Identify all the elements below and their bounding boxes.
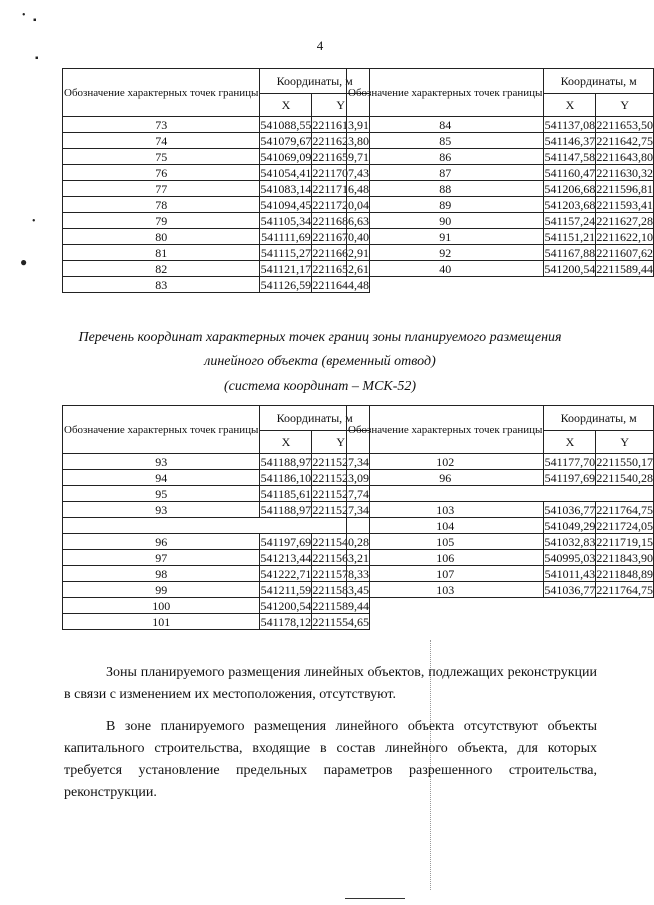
- coord-table-3: [62, 405, 370, 630]
- y-value: 2211642,75: [596, 133, 653, 148]
- y-value: 2211716,48: [312, 181, 369, 196]
- x-value: 541079,67: [260, 133, 312, 148]
- table-row: [63, 502, 370, 518]
- header-y: Y: [596, 431, 654, 454]
- x-value: 541185,61: [260, 486, 312, 501]
- header-coordinates: Координаты, м: [544, 69, 654, 94]
- point-id: 103: [347, 582, 544, 598]
- x-value: 541186,10: [260, 470, 312, 485]
- page-number: 4: [316, 38, 324, 53]
- y-value: 2211724,05: [596, 518, 653, 533]
- y-value: 2211540,28: [596, 470, 653, 485]
- x-value: 541146,37: [544, 133, 596, 148]
- point-id: 80: [63, 229, 260, 245]
- point-id: 81: [63, 245, 260, 261]
- y-value: 2211527,34: [312, 454, 369, 469]
- point-id: 96: [63, 534, 260, 550]
- table-row: [63, 133, 370, 149]
- table-row: [347, 454, 654, 470]
- header-x: X: [544, 94, 596, 117]
- table-body: [347, 454, 654, 486]
- y-value: 2211707,43: [312, 165, 369, 180]
- y-value: 2211540,28: [312, 534, 369, 549]
- y-value: 2211652,61: [312, 261, 369, 276]
- header-coordinates: Координаты, м: [260, 406, 370, 431]
- point-id: 98: [63, 566, 260, 582]
- table-row: [63, 470, 370, 486]
- y-value: 2211764,75: [596, 582, 653, 597]
- x-value: 541206,68: [544, 181, 596, 196]
- table-row: [63, 261, 370, 277]
- x-value: 541160,47: [544, 165, 596, 180]
- header-designation: Обозначение характерных точек границы: [63, 69, 260, 117]
- y-value: 2211563,21: [312, 550, 369, 565]
- table-row: [63, 117, 370, 133]
- header-designation: Обозначение характерных точек границы: [63, 406, 260, 454]
- caption-line-1: Перечень координат характерных точек границ зоны планируемого размещения: [78, 330, 562, 345]
- table-body: [63, 534, 370, 630]
- x-value: 541088,55: [260, 117, 312, 132]
- y-value: 2211764,75: [596, 502, 653, 517]
- table-row: [63, 197, 370, 213]
- y-value: 2211848,89: [596, 566, 653, 581]
- y-value: 2211627,28: [596, 213, 653, 228]
- y-value: 2211596,81: [596, 181, 653, 196]
- y-value: 2211527,34: [312, 502, 369, 517]
- table-row: [63, 550, 370, 566]
- header-y: Y: [312, 431, 370, 454]
- header-x: X: [260, 94, 312, 117]
- y-value: 2211523,09: [312, 470, 369, 485]
- x-value: 541200,54: [260, 598, 312, 613]
- y-value: 2211589,44: [312, 598, 369, 613]
- table-row: [347, 518, 654, 534]
- point-id: 104: [347, 518, 544, 534]
- point-id: 95: [63, 486, 260, 502]
- point-id: 99: [63, 582, 260, 598]
- x-value: 541197,69: [544, 470, 596, 485]
- paragraph-2-text: В зоне планируемого размещения линейного объекта отсутствуют объекты капитального строительства, входящие в состав линейного объекта, для которых требуется установление предельных параметров разрешенного строительства, реконструкции.: [64, 719, 597, 800]
- y-value: 2211670,40: [312, 229, 369, 244]
- point-id: 91: [347, 229, 544, 245]
- point-id: 74: [63, 133, 260, 149]
- x-value: 541203,68: [544, 197, 596, 212]
- point-id: 75: [63, 149, 260, 165]
- header-y: Y: [596, 94, 654, 117]
- table-row: [347, 229, 654, 245]
- table-row: [63, 582, 370, 598]
- y-value: 2211593,41: [596, 197, 653, 212]
- x-value: 541083,14: [260, 181, 312, 196]
- y-value: 2211623,80: [312, 133, 369, 148]
- table-row: [347, 149, 654, 165]
- scan-mark: •: [32, 216, 36, 227]
- point-id: 78: [63, 197, 260, 213]
- scan-line: [345, 898, 405, 899]
- table-row: [347, 213, 654, 229]
- x-value: 541069,09: [260, 149, 312, 164]
- point-id: 93: [63, 454, 260, 470]
- table-row: [63, 454, 370, 470]
- coord-table-4: [346, 405, 654, 598]
- point-id: 77: [63, 181, 260, 197]
- point-id: 87: [347, 165, 544, 181]
- table-row: [347, 502, 654, 518]
- paragraph-2: [64, 716, 597, 804]
- x-value: 541011,43: [544, 566, 596, 581]
- point-id: 79: [63, 213, 260, 229]
- scan-mark: ▪: [35, 53, 39, 64]
- x-value: 541157,24: [544, 213, 596, 228]
- point-id: 85: [347, 133, 544, 149]
- point-id: 83: [63, 277, 260, 293]
- y-value: 2211613,91: [312, 117, 369, 132]
- point-id: 94: [63, 470, 260, 486]
- table-row: [63, 213, 370, 229]
- x-value: 541147,58: [544, 149, 596, 164]
- x-value: 541121,17: [260, 261, 312, 276]
- point-id: 92: [347, 245, 544, 261]
- table-body: [63, 117, 370, 293]
- table-body: [347, 502, 654, 598]
- separator-row: [347, 486, 654, 502]
- table-row: [63, 229, 370, 245]
- x-value: 541137,08: [544, 117, 596, 132]
- x-value: 541151,21: [544, 229, 596, 244]
- y-value: 2211554,65: [312, 614, 369, 629]
- point-id: 88: [347, 181, 544, 197]
- table-body: [347, 117, 654, 277]
- table-row: [347, 470, 654, 486]
- x-value: 540995,03: [544, 550, 596, 565]
- x-value: 541049,29: [544, 518, 596, 533]
- header-coordinates: Координаты, м: [260, 69, 370, 94]
- x-value: 541211,59: [260, 582, 312, 597]
- point-id: 93: [63, 502, 260, 518]
- x-value: 541094,45: [260, 197, 312, 212]
- point-id: 82: [63, 261, 260, 277]
- x-value: 541222,71: [260, 566, 312, 581]
- x-value: 541115,27: [260, 245, 311, 260]
- x-value: 541200,54: [544, 261, 596, 276]
- point-id: 101: [63, 614, 260, 630]
- y-value: 2211550,17: [596, 454, 653, 469]
- paragraph-1-text: Зоны планируемого размещения линейных объектов, подлежащих реконструкции в связи с изменением их местоположения, отсутствуют.: [64, 665, 597, 702]
- x-value: 541213,44: [260, 550, 312, 565]
- table-row: [347, 261, 654, 277]
- table-body: [63, 454, 370, 518]
- coord-table-2: [346, 68, 654, 277]
- point-id: 73: [63, 117, 260, 133]
- table-row: [63, 614, 370, 630]
- table-row: [347, 197, 654, 213]
- table-row: [347, 133, 654, 149]
- caption-line-2: линейного объекта (временный отвод): [204, 354, 436, 369]
- table-row: [347, 245, 654, 261]
- point-id: 106: [347, 550, 544, 566]
- table-row: [347, 534, 654, 550]
- point-id: 76: [63, 165, 260, 181]
- header-coordinates: Координаты, м: [544, 406, 654, 431]
- x-value: 541197,69: [260, 534, 312, 549]
- table-row: [347, 181, 654, 197]
- table-row: [347, 165, 654, 181]
- y-value: 2211659,71: [312, 149, 369, 164]
- paragraph-1: [64, 662, 597, 706]
- point-id: 90: [347, 213, 544, 229]
- point-id: 107: [347, 566, 544, 582]
- point-id: 84: [347, 117, 544, 133]
- y-value: 2211607,62: [596, 245, 653, 260]
- y-value: 2211622,10: [596, 229, 653, 244]
- x-value: 541036,77: [544, 502, 596, 517]
- x-value: 541126,59: [260, 277, 312, 292]
- point-id: 89: [347, 197, 544, 213]
- table-row: [63, 245, 370, 261]
- table-row: [63, 149, 370, 165]
- scan-mark: ▪: [33, 15, 37, 26]
- scan-mark: •: [22, 10, 26, 21]
- x-value: 541032,83: [544, 534, 596, 549]
- table-row: [63, 165, 370, 181]
- x-value: 541111,69: [261, 229, 311, 244]
- table-row: [63, 486, 370, 502]
- point-id: 100: [63, 598, 260, 614]
- x-value: 541105,34: [260, 213, 312, 228]
- table-row: [347, 566, 654, 582]
- point-id: 96: [347, 470, 544, 486]
- table-row: [63, 566, 370, 582]
- point-id: 102: [347, 454, 544, 470]
- header-designation: Обозначение характерных точек границы: [347, 69, 544, 117]
- header-x: X: [260, 431, 312, 454]
- point-id: 97: [63, 550, 260, 566]
- y-value: 2211719,15: [596, 534, 653, 549]
- x-value: 541188,97: [260, 454, 312, 469]
- y-value: 2211630,32: [596, 165, 653, 180]
- y-value: 2211578,33: [312, 566, 369, 581]
- header-x: X: [544, 431, 596, 454]
- table-row: [63, 534, 370, 550]
- y-value: 2211589,44: [596, 261, 653, 276]
- table-row: [63, 598, 370, 614]
- x-value: 541167,88: [544, 245, 596, 260]
- table-row: [347, 582, 654, 598]
- y-value: 2211644,48: [312, 277, 369, 292]
- x-value: 541177,70: [544, 454, 596, 469]
- caption-line-3: (система координат – МСК-52): [223, 379, 417, 394]
- coord-table-1: [62, 68, 370, 293]
- x-value: 541188,97: [260, 502, 312, 517]
- table-row: [347, 550, 654, 566]
- y-value: 2211686,63: [312, 213, 369, 228]
- y-value: 2211720,04: [312, 197, 369, 212]
- y-value: 2211653,50: [596, 117, 653, 132]
- table-row: [63, 277, 370, 293]
- y-value: 2211583,45: [312, 582, 369, 597]
- scan-mark: ●: [20, 255, 28, 269]
- point-id: 105: [347, 534, 544, 550]
- x-value: 541178,12: [260, 614, 312, 629]
- y-value: 2211643,80: [596, 149, 653, 164]
- header-designation: Обозначение характерных точек границы: [347, 406, 544, 454]
- table-row: [63, 181, 370, 197]
- x-value: 541054,41: [260, 165, 312, 180]
- separator-row: [63, 518, 370, 534]
- y-value: 2211843,90: [596, 550, 653, 565]
- table-row: [347, 117, 654, 133]
- x-value: 541036,77: [544, 582, 596, 597]
- point-id: 86: [347, 149, 544, 165]
- header-y: Y: [312, 94, 370, 117]
- point-id: 40: [347, 261, 544, 277]
- point-id: 103: [347, 502, 544, 518]
- y-value: 2211662,91: [312, 245, 369, 260]
- y-value: 2211527,74: [312, 486, 369, 501]
